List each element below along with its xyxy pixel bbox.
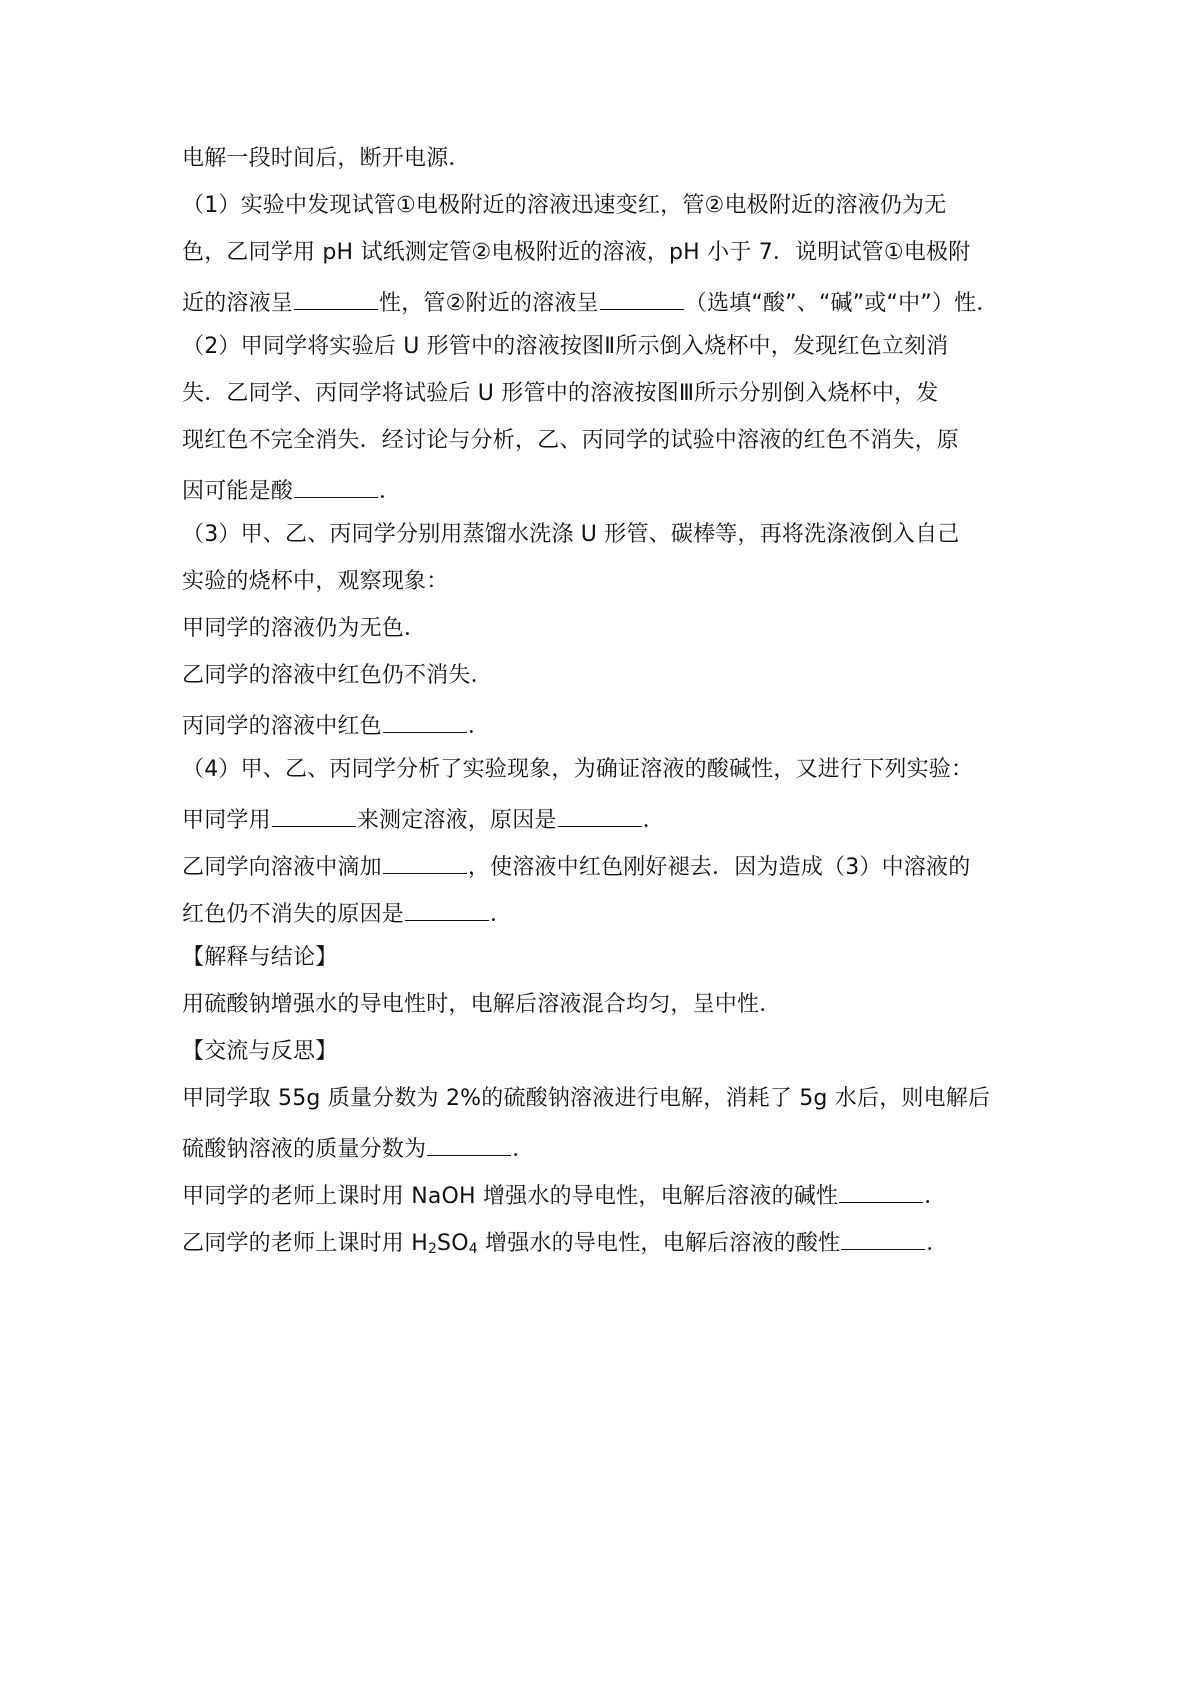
answer-blank[interactable] [272, 806, 356, 827]
text-line: 红色仍不消失的原因是 ． [182, 902, 513, 927]
answer-blank[interactable] [405, 900, 489, 921]
text-line: 甲同学取 55g 质量分数为 2%的硫酸钠溶液进行电解，消耗了 5g 水后，则电解后 [182, 1086, 991, 1111]
text-line: 乙同学的老师上课时用 $H_2SO_4$ 增强水的导电性，电解后溶液的酸性 ． [182, 1231, 949, 1257]
text-line: 硫酸钠溶液的质量分数为 ． [182, 1137, 535, 1162]
text-line: 因可能是酸 ． [182, 479, 402, 504]
text-line: 色，乙同学用 pH 试纸测定管②电极附近的溶液，pH 小于 7．说明试管①电极附 [182, 240, 971, 265]
answer-blank[interactable] [294, 289, 378, 310]
text-line: 实验的烧杯中，观察现象： [182, 569, 449, 594]
answer-blank[interactable] [383, 712, 467, 733]
text-line: 现红色不完全消失．经讨论与分析，乙、丙同学的试验中溶液的红色不消失，原 [182, 428, 960, 453]
text-line: 乙同学向溶液中滴加 ，使溶液中红色刚好褪去．因为造成（3）中溶液的 [182, 855, 971, 880]
text-line: 甲同学的溶液仍为无色． [182, 616, 427, 641]
answer-blank[interactable] [427, 1135, 511, 1156]
answer-blank[interactable] [294, 477, 378, 498]
answer-blank[interactable] [558, 806, 642, 827]
text-line: （2）甲同学将实验后 U 形管中的溶液按图Ⅱ所示倒入烧杯中，发现红色立刻消 [182, 334, 949, 359]
text-line: （1）实验中发现试管①电极附近的溶液迅速变红，管②电极附近的溶液仍为无 [182, 193, 947, 218]
text-line: 电解一段时间后，断开电源． [182, 146, 471, 171]
document-page [182, 148, 1022, 1276]
text-line: 用硫酸钠增强水的导电性时，电解后溶液混合均匀，呈中性． [182, 992, 782, 1017]
subscript: 4 [468, 1241, 478, 1257]
text-line: 失．乙同学、丙同学将试验后 U 形管中的溶液按图Ⅲ所示分别倒入烧杯中，发 [182, 381, 939, 406]
answer-blank[interactable] [600, 289, 684, 310]
text-line: 丙同学的溶液中红色 ． [182, 714, 491, 739]
text-line: 甲同学的老师上课时用 NaOH 增强水的导电性，电解后溶液的碱性 ． [182, 1184, 947, 1209]
text-line: 近的溶液呈 性，管②附近的溶液呈 （选填“酸”、“碱”或“中”）性． [182, 291, 999, 316]
text-line: （3）甲、乙、丙同学分别用蒸馏水洗涤 U 形管、碳棒等，再将洗涤液倒入自己 [182, 522, 960, 547]
answer-blank[interactable] [839, 1182, 923, 1203]
text-line: 甲同学用 来测定溶液，原因是 ． [182, 808, 665, 833]
text-line: （4）甲、乙、丙同学分析了实验现象，为确证溶液的酸碱性，又进行下列实验： [182, 757, 974, 782]
section-heading: 【交流与反思】 [182, 1039, 338, 1064]
answer-blank[interactable] [383, 853, 467, 874]
subscript: 2 [427, 1241, 438, 1257]
text-line: 乙同学的溶液中红色仍不消失． [182, 663, 493, 688]
answer-blank[interactable] [841, 1229, 925, 1250]
section-heading: 【解释与结论】 [182, 945, 338, 970]
